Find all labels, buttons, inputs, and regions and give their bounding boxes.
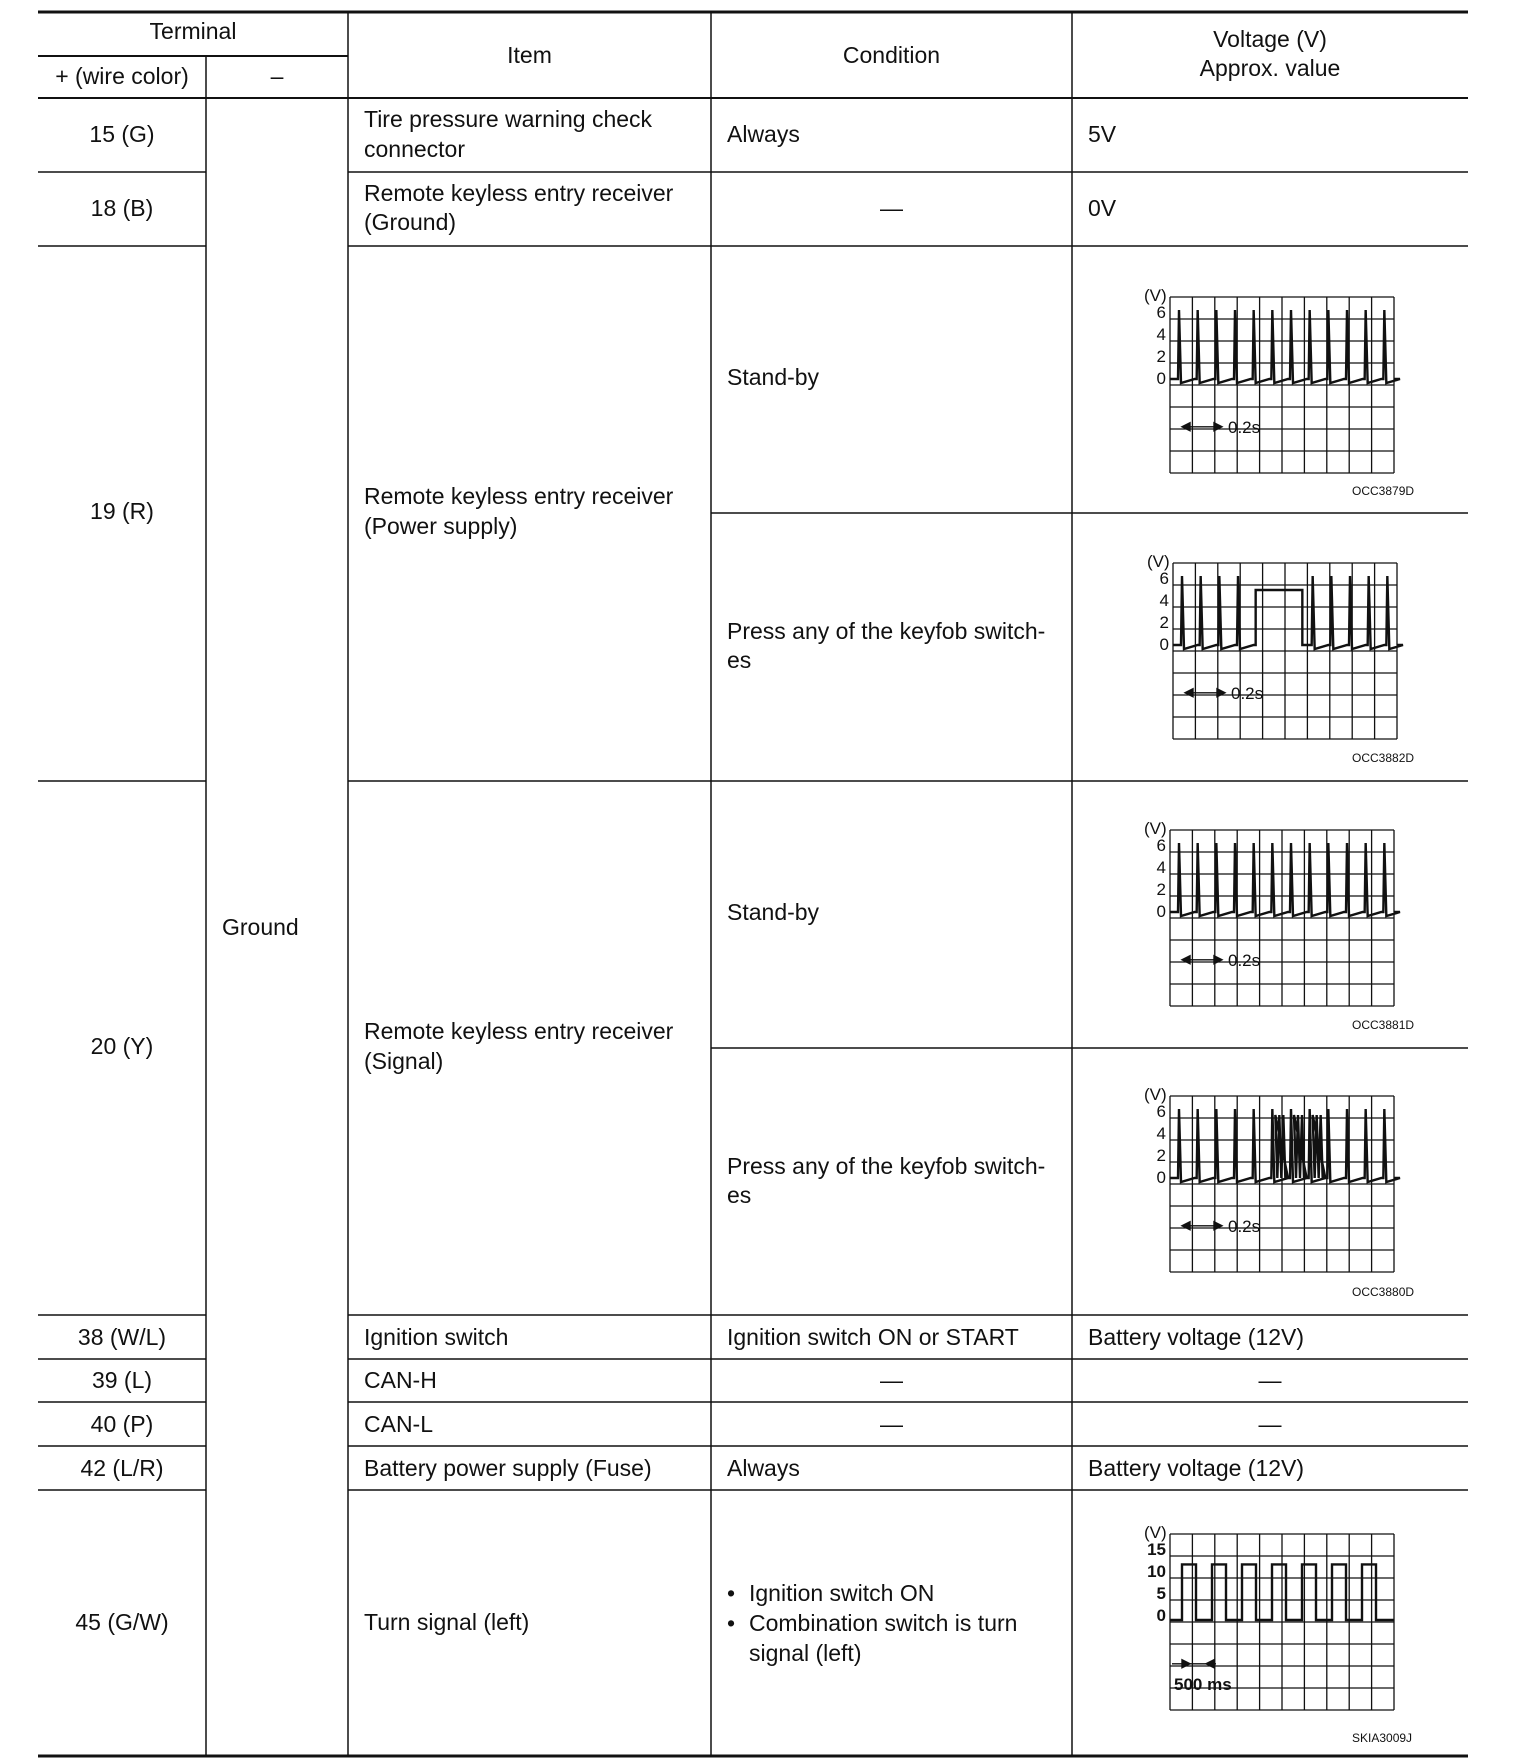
voltage-15: 5V [1088,121,1117,147]
scope-tick-label: 0 [1156,369,1166,388]
condition-15: Always [727,121,800,147]
terminal-39: 39 (L) [91,1367,153,1393]
condition-19-press-line1: Press any of the keyfob switch- [727,618,1046,644]
scope-tick-label: 6 [1159,569,1169,588]
item-20-line1: Remote keyless entry receiver [364,1018,674,1044]
figure-code-3: OCC3881D [1352,1018,1415,1032]
item-42: Battery power supply (Fuse) [364,1455,652,1481]
scope-tick-label: 2 [1156,880,1166,899]
scope-unit-label: (V) [1144,1523,1167,1542]
scope-tick-label: 2 [1156,1146,1166,1165]
scope-tick-label: 6 [1156,1102,1166,1121]
item-19-line1: Remote keyless entry receiver [364,483,674,509]
condition-45-bullet-1: • Ignition switch ON [725,1578,1017,1608]
condition-20-press-line1: Press any of the keyfob switch- [727,1153,1046,1179]
scope-waveform [1173,576,1403,649]
scope-grid [1170,297,1394,473]
figure-code-1: OCC3879D [1352,484,1415,498]
condition-42: Always [727,1455,800,1481]
scope-unit-label: (V) [1144,1085,1167,1104]
figure-code-4: OCC3880D [1352,1285,1415,1299]
waveform-19-press [1133,551,1403,743]
scope-time-label: 0.2s [1228,1216,1261,1236]
scope-time-label: 0.2s [1231,683,1264,703]
terminal-40: 40 (P) [90,1411,154,1437]
scope-unit-label: (V) [1144,286,1167,305]
scope-tick-label: 6 [1156,836,1166,855]
oscilloscope-graph [1130,1522,1400,1714]
scope-tick-label: 4 [1156,325,1166,344]
terminal-15: 15 (G) [89,121,155,147]
scope-tick-label: 2 [1156,347,1166,366]
scope-tick-label: 0 [1156,1168,1166,1187]
item-39: CAN-H [364,1367,437,1393]
header-voltage: Voltage (V) [1213,26,1327,52]
oscilloscope-graph [1130,285,1400,477]
scope-time-label: 500 ms [1174,1674,1232,1694]
condition-39-dash: — [880,1367,903,1393]
figure-code-2: OCC3882D [1352,751,1415,765]
terminal-38: 38 (W/L) [77,1324,167,1350]
scope-tick-label: 5 [1156,1584,1166,1603]
scope-grid [1170,830,1394,1006]
item-15-line1: Tire pressure warning check [364,106,653,132]
condition-45-list [725,1578,1017,1668]
terminal-19: 19 (R) [90,498,154,524]
condition-38: Ignition switch ON or START [727,1324,1019,1350]
scope-unit-label: (V) [1147,552,1170,571]
voltage-38: Battery voltage (12V) [1088,1324,1305,1350]
terminal-42: 42 (L/R) [80,1455,164,1481]
scope-waveform [1170,310,1400,383]
header-item: Item [507,42,552,68]
oscilloscope-graph [1130,1084,1400,1276]
scope-waveform [1170,843,1400,916]
item-15-line2: connector [364,136,466,162]
figure-code-5: SKIA3009J [1352,1731,1413,1745]
waveform-19-standby [1130,285,1400,477]
scope-tick-label: 4 [1159,591,1169,610]
ground-cell: Ground [222,914,299,940]
voltage-40-dash: — [1258,1411,1282,1437]
voltage-42: Battery voltage (12V) [1088,1455,1305,1481]
scope-tick-label: 10 [1147,1562,1166,1581]
condition-19-standby: Stand-by [727,364,820,390]
terminal-18: 18 (B) [90,195,154,221]
item-45: Turn signal (left) [364,1609,530,1635]
scope-time-label: 0.2s [1228,950,1261,970]
scope-tick-label: 2 [1159,613,1169,632]
terminal-20: 20 (Y) [90,1033,154,1059]
condition-19-press-line2: es [727,647,752,673]
header-terminal: Terminal [149,18,237,44]
scope-tick-label: 4 [1156,858,1166,877]
item-18-line1: Remote keyless entry receiver [364,180,674,206]
scope-tick-label: 4 [1156,1124,1166,1143]
condition-45-bullet-2: • Combination switch is turn [725,1608,1017,1638]
waveform-45-turn-signal [1130,1522,1400,1714]
condition-20-standby: Stand-by [727,899,820,925]
scope-tick-label: 0 [1156,1606,1166,1625]
condition-45-bullet-2-cont: signal (left) [749,1640,862,1666]
voltage-39-dash: — [1258,1367,1282,1393]
item-19-line2: (Power supply) [364,513,518,539]
waveform-20-standby [1130,818,1400,1010]
scope-unit-label: (V) [1144,819,1167,838]
item-38: Ignition switch [364,1324,509,1350]
terminal-45: 45 (G/W) [75,1609,169,1635]
scope-tick-label: 15 [1147,1540,1166,1559]
item-18-line2: (Ground) [364,209,457,235]
condition-20-press-line2: es [727,1182,752,1208]
scope-tick-label: 6 [1156,303,1166,322]
header-plus-wire-color: + (wire color) [55,63,189,89]
scope-tick-label: 0 [1156,902,1166,921]
header-minus: – [270,63,284,89]
header-condition: Condition [842,42,941,68]
oscilloscope-graph [1130,818,1400,1010]
scope-time-label: 0.2s [1228,417,1261,437]
condition-18-dash: — [880,195,903,221]
scope-tick-label: 0 [1159,635,1169,654]
waveform-20-press [1130,1084,1400,1276]
item-40: CAN-L [364,1411,434,1437]
oscilloscope-graph [1133,551,1403,743]
condition-40-dash: — [880,1411,903,1437]
header-approx-value: Approx. value [1199,55,1341,81]
scope-waveform [1170,1109,1400,1182]
voltage-18: 0V [1088,195,1117,221]
item-20-line2: (Signal) [364,1048,444,1074]
